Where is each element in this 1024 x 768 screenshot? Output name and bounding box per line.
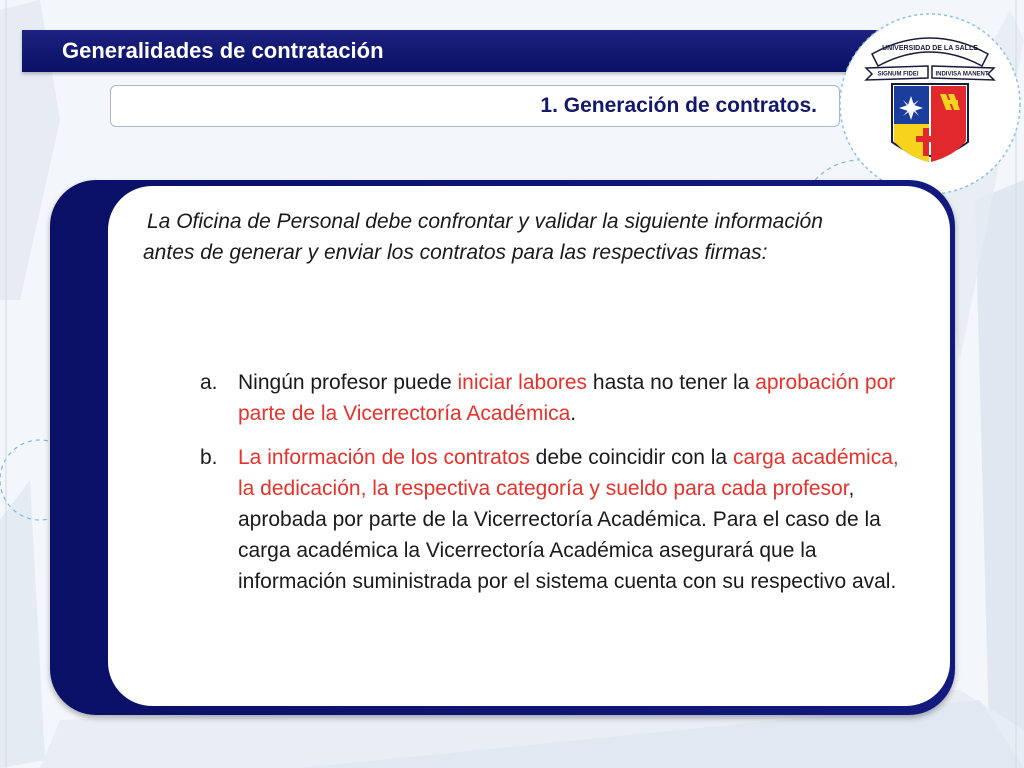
intro-paragraph: La Oficina de Personal debe confrontar y validar la siguiente información antes de generar y enviar los contratos para las respectivas firmas: — [143, 210, 823, 264]
section-subtitle: 1. Generación de contratos. — [540, 94, 817, 117]
highlight-segment: carga académica, la dedicación, la respectiva categoría y sueldo para cada profesor — [238, 446, 899, 500]
ribbon-left-text: SIGNUM FIDEI — [877, 71, 919, 78]
list-marker: b. — [200, 446, 218, 469]
ribbon-right-text: INDIVISA MANENT — [935, 71, 989, 78]
text-segment: Ningún profesor puede — [238, 371, 458, 394]
text-segment: . — [570, 402, 577, 425]
highlight-segment: aprobación por parte de la Vicerrectoría Académica — [238, 371, 896, 425]
list-item — [200, 442, 900, 597]
text-segment: , aprobada por parte de la Vicerrectoría Académica. Para el caso de la carga académica la Vicerrectoría Académica asegurará que la información suministrada por el sistema cuenta con su respectivo aval. — [238, 477, 897, 593]
list-marker: a. — [200, 371, 218, 394]
ribbon-top-text: UNIVERSIDAD DE LA SALLE — [882, 45, 978, 52]
subtitle-bar — [110, 85, 840, 127]
university-crest-logo — [836, 10, 1024, 198]
page-title: Generalidades de contratación — [62, 38, 384, 63]
highlight-segment: iniciar labores — [457, 371, 588, 394]
text-segment: hasta no tener la — [587, 371, 756, 394]
list-item-text — [238, 442, 900, 597]
list-item — [200, 367, 900, 429]
highlight-segment: La información de los contratos — [238, 446, 530, 469]
text-segment: debe coincidir con la — [529, 446, 733, 469]
title-bar — [22, 30, 922, 72]
list-item-text — [238, 367, 900, 429]
